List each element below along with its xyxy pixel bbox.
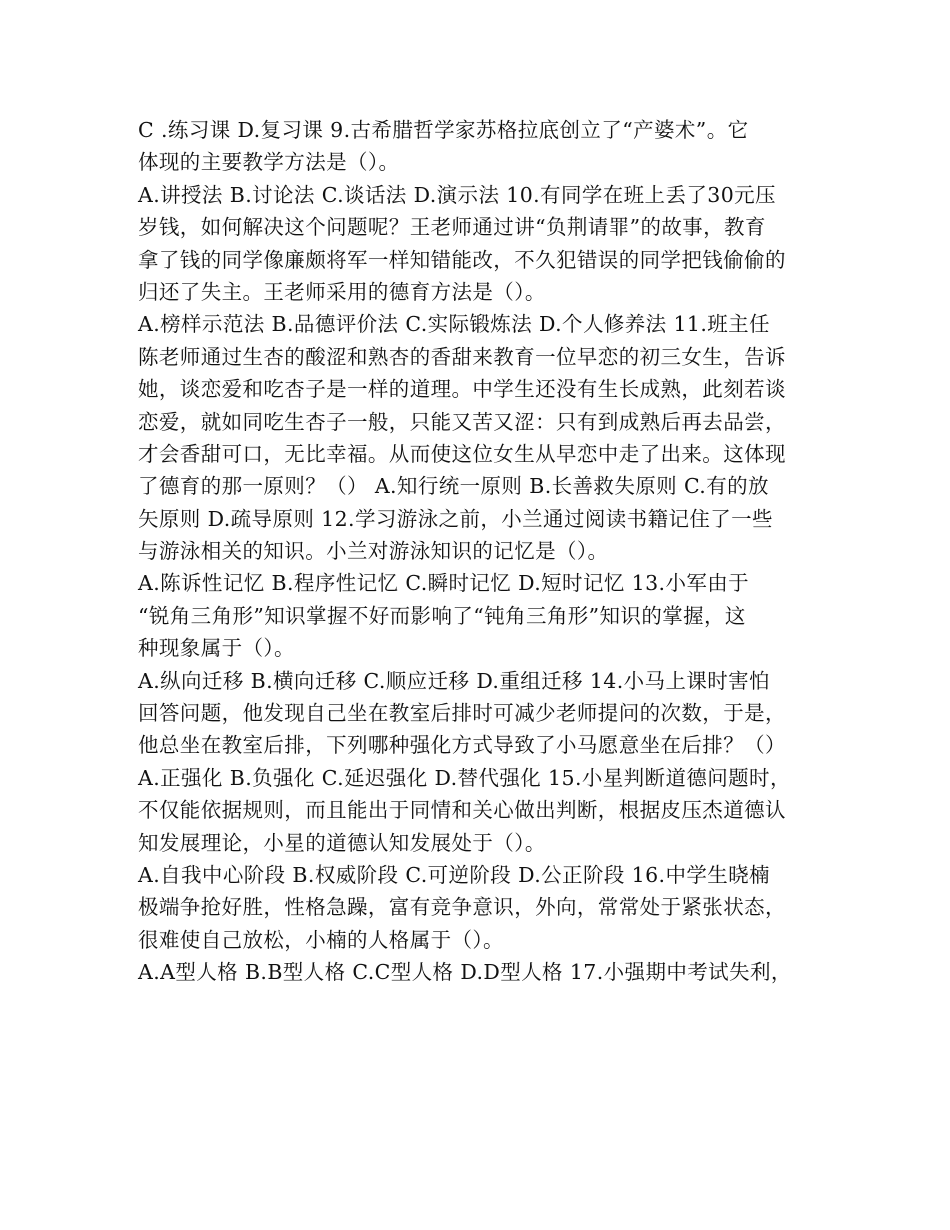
text-line: A.正强化 B.负强化 C.延迟强化 D.替代强化 15.小星判断道德问题时，	[138, 765, 791, 790]
text-line: 了德育的那一原则？（） A.知行统一原则 B.长善救失原则 C.有的放	[138, 474, 769, 499]
text-line: 岁钱，如何解决这个问题呢？王老师通过讲“负荆请罪”的故事，教育	[138, 215, 766, 240]
text-line: 归还了失主。王老师采用的德育方法是（）。	[138, 279, 546, 304]
text-line: 恋爱，就如同吃生杏子一般，只能又苦又涩：只有到成熟后再去品尝，	[138, 409, 786, 434]
text-line: 拿了钱的同学像廉颇将军一样知错能改，不久犯错误的同学把钱偷偷的	[138, 247, 786, 272]
text-line: 种现象属于（）。	[138, 636, 295, 661]
text-line: 知发展理论，小星的道德认知发展处于（）。	[138, 830, 546, 855]
text-line: 极端争抢好胜，性格急躁，富有竞争意识，外向，常常处于紧张状态，	[138, 895, 786, 920]
text-line: A.纵向迁移 B.横向迁移 C.顺应迁移 D.重组迁移 14.小马上课时害怕	[138, 668, 770, 693]
text-line: 体现的主要教学方法是（）。	[138, 150, 400, 175]
text-line: C .练习课 D.复习课 9.古希腊哲学家苏格拉底创立了“产婆术”。它	[138, 118, 749, 142]
text-line: 回答问题，他发现自己坐在教室后排时可减少老师提问的次数，于是，	[138, 701, 786, 726]
text-line: 她，谈恋爱和吃杏子是一样的道理。中学生还没有生长成熟，此刻若谈	[138, 377, 786, 402]
text-line: A.自我中心阶段 B.权威阶段 C.可逆阶段 D.公正阶段 16.中学生晓楠	[138, 862, 770, 887]
text-line: 矢原则 D.疏导原则 12.学习游泳之前，小兰通过阅读书籍记住了一些	[138, 506, 773, 531]
text-line: 很难使自己放松，小楠的人格属于（）。	[138, 927, 504, 952]
text-line: “锐角三角形”知识掌握不好而影响了“钝角三角形”知识的掌握，这	[138, 603, 746, 628]
text-line: A.讲授法 B.讨论法 C.谈话法 D.演示法 10.有同学在班上丢了30元压	[138, 182, 776, 207]
text-line: 才会香甜可口，无比幸福。从而使这位女生从早恋中走了出来。这体现	[138, 441, 786, 466]
text-line: A.榜样示范法 B.品德评价法 C.实际锻炼法 D.个人修养法 11.班主任	[138, 312, 770, 337]
text-line: A.A型人格 B.B型人格 C.C型人格 D.D型人格 17.小强期中考试失利，	[138, 960, 792, 985]
text-line: 与游泳相关的知识。小兰对游泳知识的记忆是（）。	[138, 539, 609, 564]
text-line: 陈老师通过生杏的酸涩和熟杏的香甜来教育一位早恋的初三女生，告诉	[138, 344, 786, 369]
text-line: A.陈诉性记忆 B.程序性记忆 C.瞬时记忆 D.短时记忆 13.小军由于	[138, 571, 750, 596]
text-line: 他总坐在教室后排，下列哪种强化方式导致了小马愿意坐在后排？（）	[138, 733, 786, 758]
text-line: 不仅能依据规则，而且能出于同情和关心做出判断，根据皮压杰道德认	[138, 798, 786, 823]
document-body-text	[138, 114, 828, 989]
